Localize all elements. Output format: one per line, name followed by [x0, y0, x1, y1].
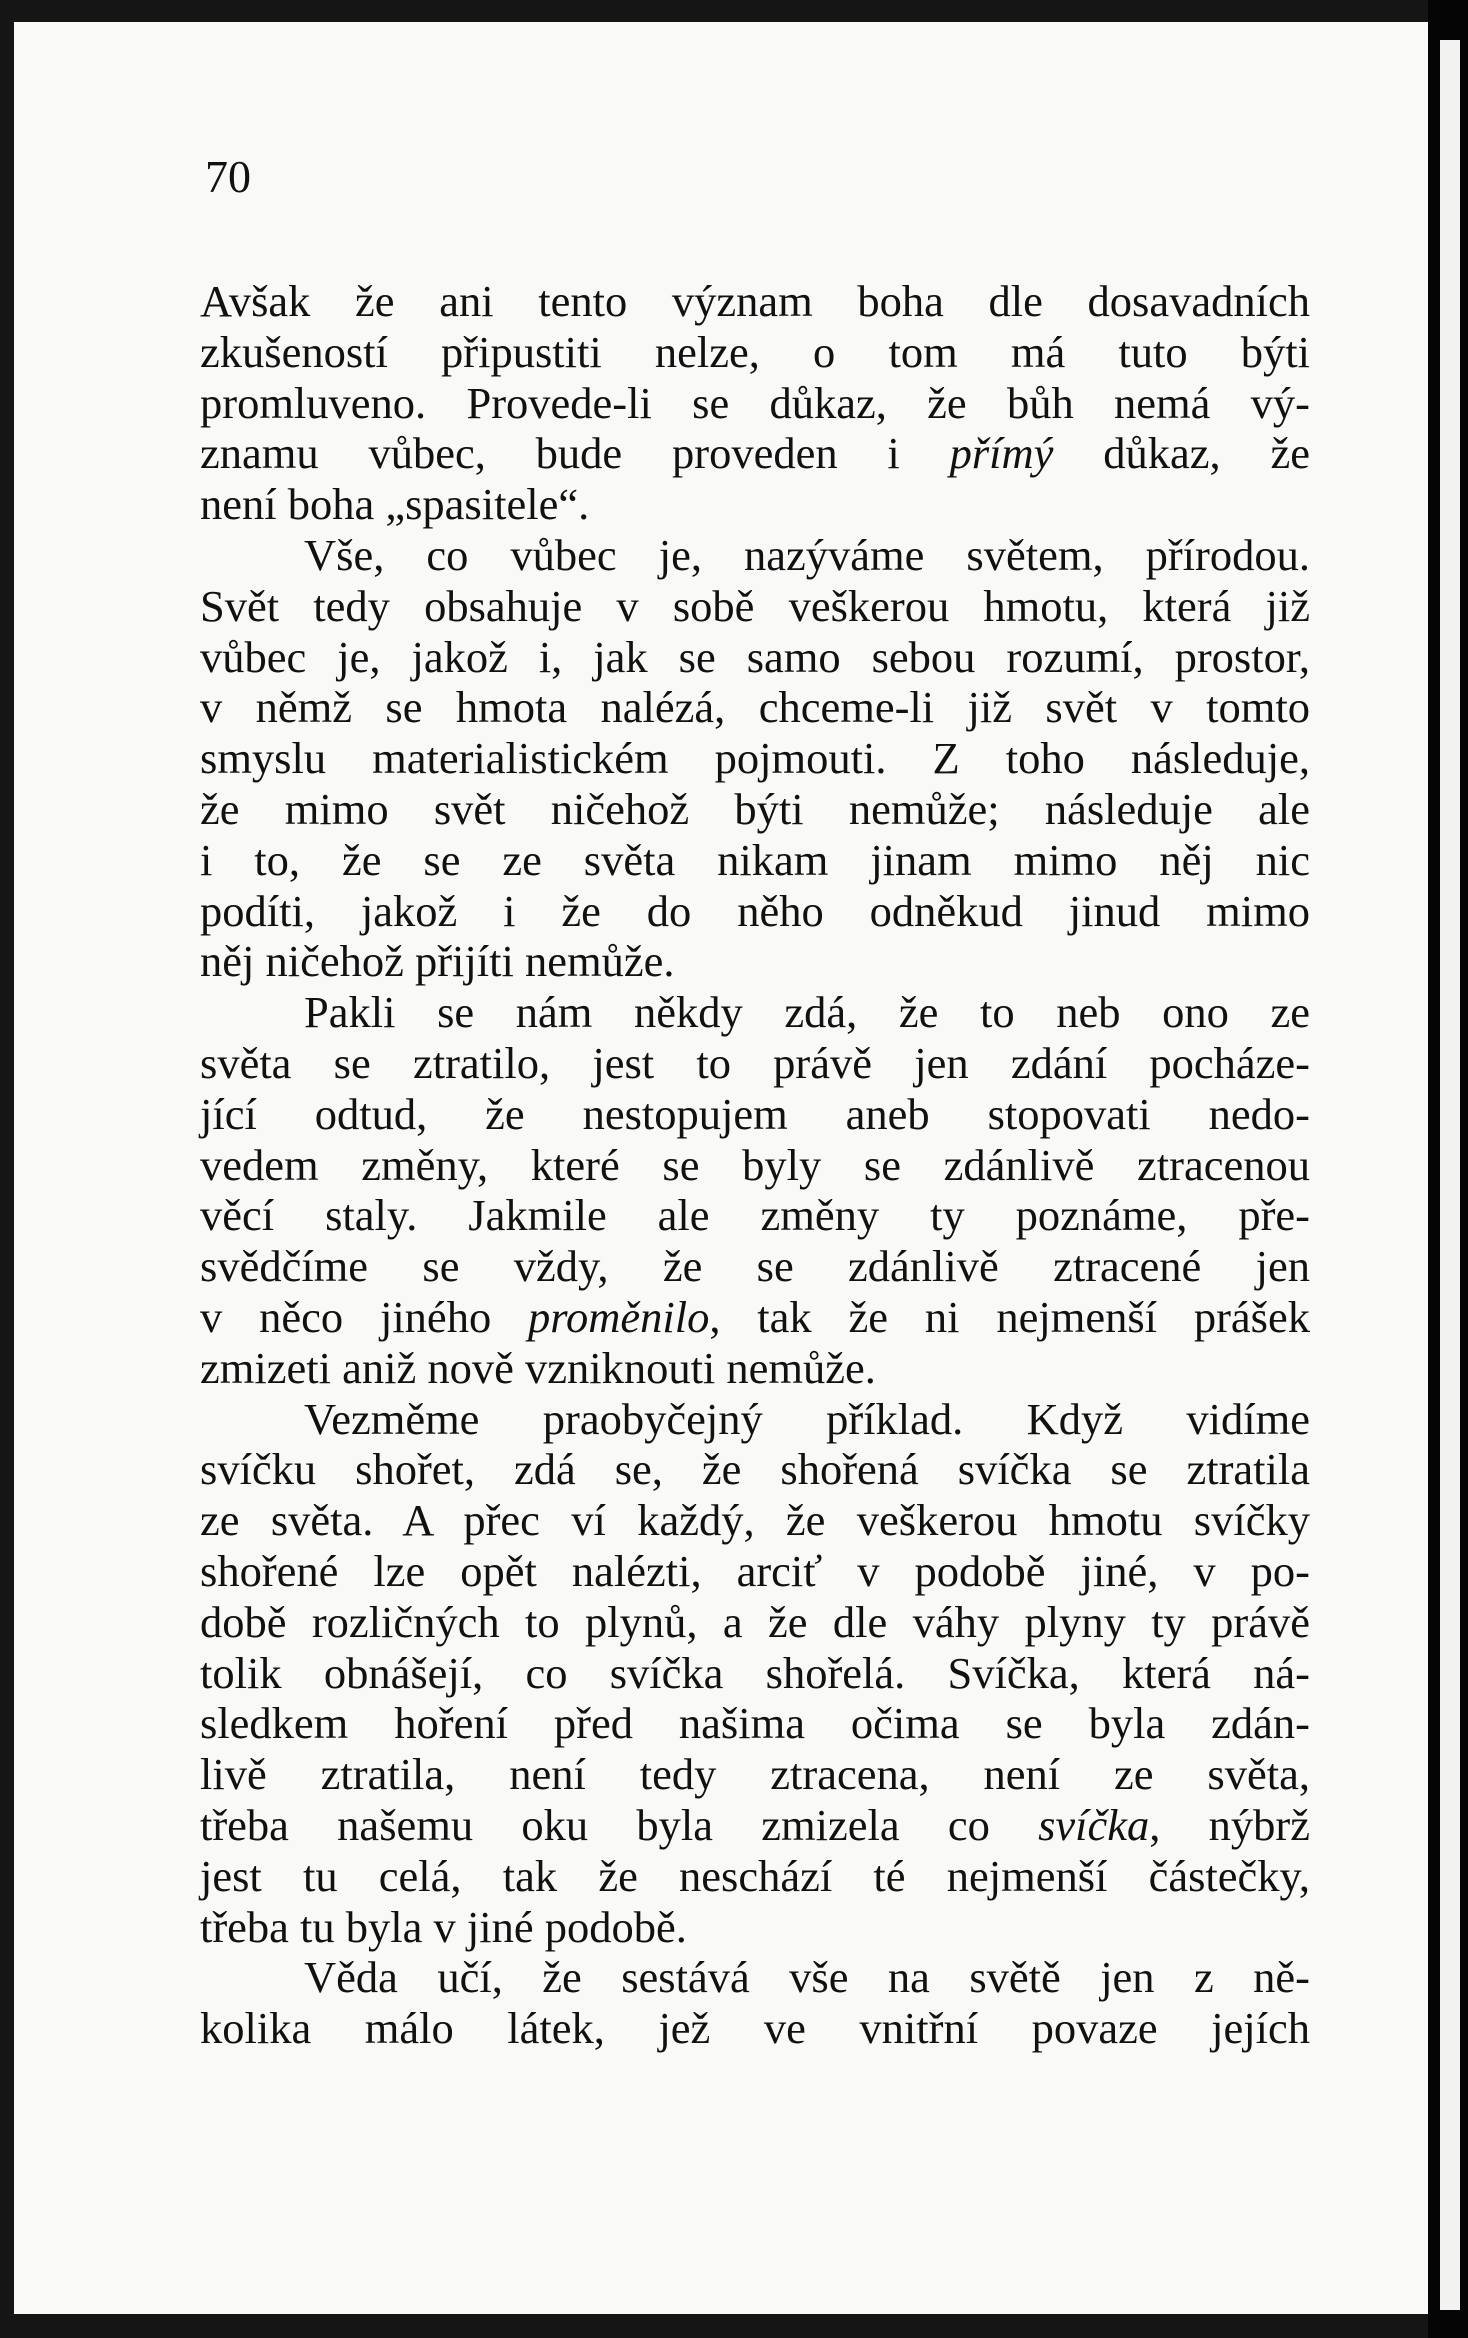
emphasized-word: svíčka — [1038, 1799, 1150, 1850]
text-line: svědčíme se vždy, že se zdánlivě ztracené jen — [200, 1241, 1310, 1292]
text-line: shořené lze opět nalézti, arciť v podobě jiné, v po- — [200, 1545, 1310, 1596]
text-line: že mimo svět ničehož býti nemůže; následuje ale — [200, 783, 1310, 834]
text-line: jící odtud, že nestopujem aneb stopovati nedo- — [200, 1088, 1310, 1139]
text-line: promluveno. Provede-li se důkaz, že bůh nemá vý- — [200, 377, 1310, 428]
text-line: jest tu celá, tak že neschází té nejmenší částečky, — [200, 1850, 1310, 1901]
text-line: i to, že se ze světa nikam jinam mimo něj nic — [200, 834, 1310, 885]
text-line: vůbec je, jakož i, jak se samo sebou rozumí, prostor, — [200, 631, 1310, 682]
text-line: Vezměme praobyčejný příklad. Když vidíme — [304, 1393, 1310, 1444]
text-line: Avšak že ani tento význam boha dle dosavadních — [200, 276, 1310, 326]
text-line: Věda učí, že sestává vše na světě jen z ně- — [304, 1952, 1310, 2003]
next-page-edge — [1440, 40, 1460, 2310]
text-line: sledkem hoření před našima očima se byla zdán- — [200, 1698, 1310, 1749]
text-line: Vše, co vůbec je, nazýváme světem, přírodou. — [304, 529, 1310, 580]
text-line: něj ničehož přijíti nemůže. — [200, 936, 675, 987]
text-line: v němž se hmota nalézá, chceme-li již svět v tomto — [200, 682, 1310, 733]
text-line: době rozličných to plynů, a že dle váhy plyny ty právě — [200, 1596, 1310, 1647]
text-line: Svět tedy obsahuje v sobě veškerou hmotu, která již — [200, 580, 1310, 631]
text-line: ze světa. A přec ví každý, že veškerou hmotu svíčky — [200, 1495, 1310, 1546]
emphasized-word: přímý — [949, 428, 1054, 479]
text-line: Pakli se nám někdy zdá, že to neb ono ze — [304, 987, 1310, 1038]
text-line: kolika málo látek, jež ve vnitřní povaze jejích — [200, 2003, 1310, 2054]
text-line: znamu vůbec, bude proveden i přímý důkaz, že — [200, 428, 1310, 479]
text-line: vedem změny, které se byly se zdánlivě ztracenou — [200, 1139, 1310, 1190]
text-line: smyslu materialistickém pojmouti. Z toho následuje, — [200, 733, 1310, 784]
text-line: třeba tu byla v jiné podobě. — [200, 1901, 687, 1952]
text-line: tolik obnášejí, co svíčka shořelá. Svíčka, která ná- — [200, 1647, 1310, 1698]
emphasized-word: proměnilo — [528, 1291, 710, 1342]
text-line: v něco jiného proměnilo, tak že ni nejmenší prášek — [200, 1291, 1311, 1342]
text-line: svíčku shořet, zdá se, že shořená svíčka se ztratila — [200, 1444, 1310, 1495]
body-text — [200, 276, 1310, 2054]
text-line: věcí staly. Jakmile ale změny ty poznáme, pře- — [200, 1190, 1310, 1241]
text-line: podíti, jakož i že do něho odněkud jinud mimo — [200, 885, 1310, 936]
page-number: 70 — [205, 151, 251, 202]
text-line: zmizeti aniž nově vzniknouti nemůže. — [200, 1342, 876, 1393]
text-line: není boha „spasitele“. — [200, 479, 590, 530]
text-line: světa se ztratilo, jest to právě jen zdání pocháze- — [200, 1037, 1310, 1088]
text-line: třeba našemu oku byla zmizela co svíčka, nýbrž — [200, 1799, 1310, 1850]
text-line: livě ztratila, není tedy ztracena, není ze světa, — [200, 1749, 1310, 1800]
text-line: zkušeností připustiti nelze, o tom má tuto býti — [200, 326, 1310, 377]
